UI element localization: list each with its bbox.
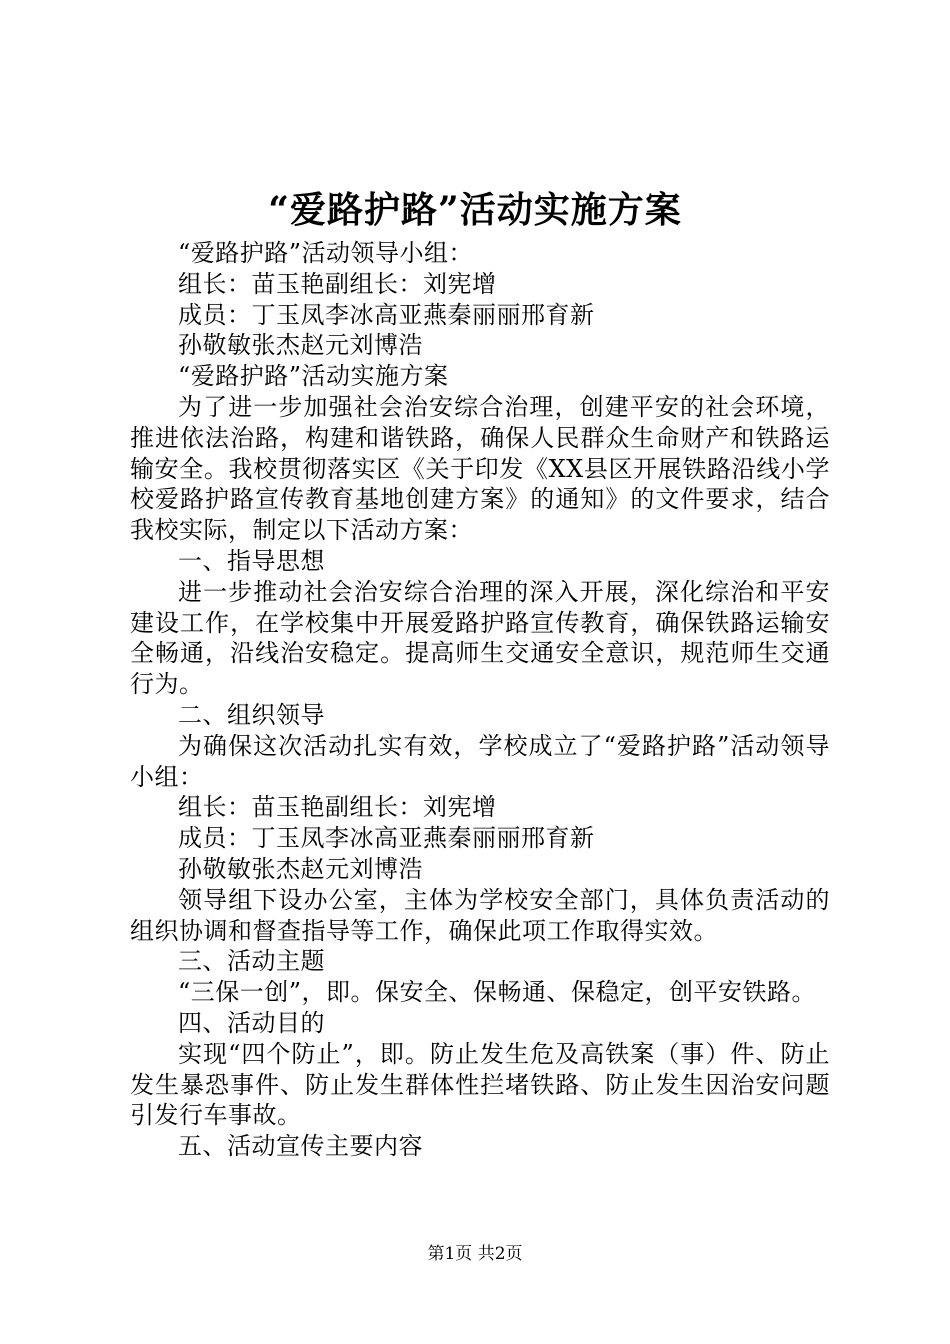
- organization-paragraph: 为确保这次活动扎实有效，学校成立了“爱路护路”活动领导小组：: [130, 731, 830, 791]
- section-heading-purpose: 四、活动目的: [178, 1008, 325, 1037]
- members-line: 成员：丁玉凤李冰高亚燕秦丽丽邢育新: [178, 300, 595, 329]
- section-heading-theme: 三、活动主题: [178, 947, 325, 976]
- plan-subtitle: “爱路护路”活动实施方案: [178, 362, 449, 391]
- leadership-heading: “爱路护路”活动领导小组：: [178, 239, 474, 267]
- leader-line: 组长：苗玉艳副组长：刘宪增: [178, 269, 497, 298]
- document-title: “爱路护路”活动实施方案: [268, 189, 682, 231]
- office-paragraph: 领导组下设办公室，主体为学校安全部门，具体负责活动的组织协调和督查指导等工作，确保此项工作取得实效。: [130, 885, 830, 945]
- org-members-line-continued: 孙敬敏张杰赵元刘博浩: [178, 854, 423, 883]
- guiding-ideology-paragraph: 进一步推动社会治安综合治理的深入开展，深化综治和平安建设工作，在学校集中开展爱路护路宣传教育，确保铁路运输安全畅通，沿线治安稳定。提高师生交通安全意识，规范师生交通行为。: [130, 577, 830, 699]
- members-line-continued: 孙敬敏张杰赵元刘博浩: [178, 331, 423, 360]
- intro-paragraph: 为了进一步加强社会治安综合治理，创建平安的社会环境，推进依法治路，构建和谐铁路，确保人民群众生命财产和铁路运输安全。我校贯彻落实区《关于印发《XX县区开展铁路沿线小学校爱路护路宣传教育基地创建方案》的通知》的文件要求，结合我校实际，制定以下活动方案：: [130, 392, 830, 545]
- theme-paragraph: “三保一创”，即。保安全、保畅通、保稳定，创平安铁路。: [178, 978, 817, 1007]
- page-footer: 第1页 共2页: [427, 1244, 523, 1264]
- section-heading-guiding-ideology: 一、指导思想: [178, 546, 325, 575]
- org-members-line: 成员：丁玉凤李冰高亚燕秦丽丽邢育新: [178, 824, 595, 853]
- purpose-paragraph: 实现“四个防止”，即。防止发生危及高铁案（事）件、防止发生暴恐事件、防止发生群体性拦堵铁路、防止发生因治安问题引发行车事故。: [130, 1039, 830, 1130]
- org-leader-line: 组长：苗玉艳副组长：刘宪增: [178, 793, 497, 822]
- section-heading-organization: 二、组织领导: [178, 700, 325, 729]
- section-heading-publicity: 五、活动宣传主要内容: [178, 1132, 423, 1161]
- document-body: [130, 238, 830, 1162]
